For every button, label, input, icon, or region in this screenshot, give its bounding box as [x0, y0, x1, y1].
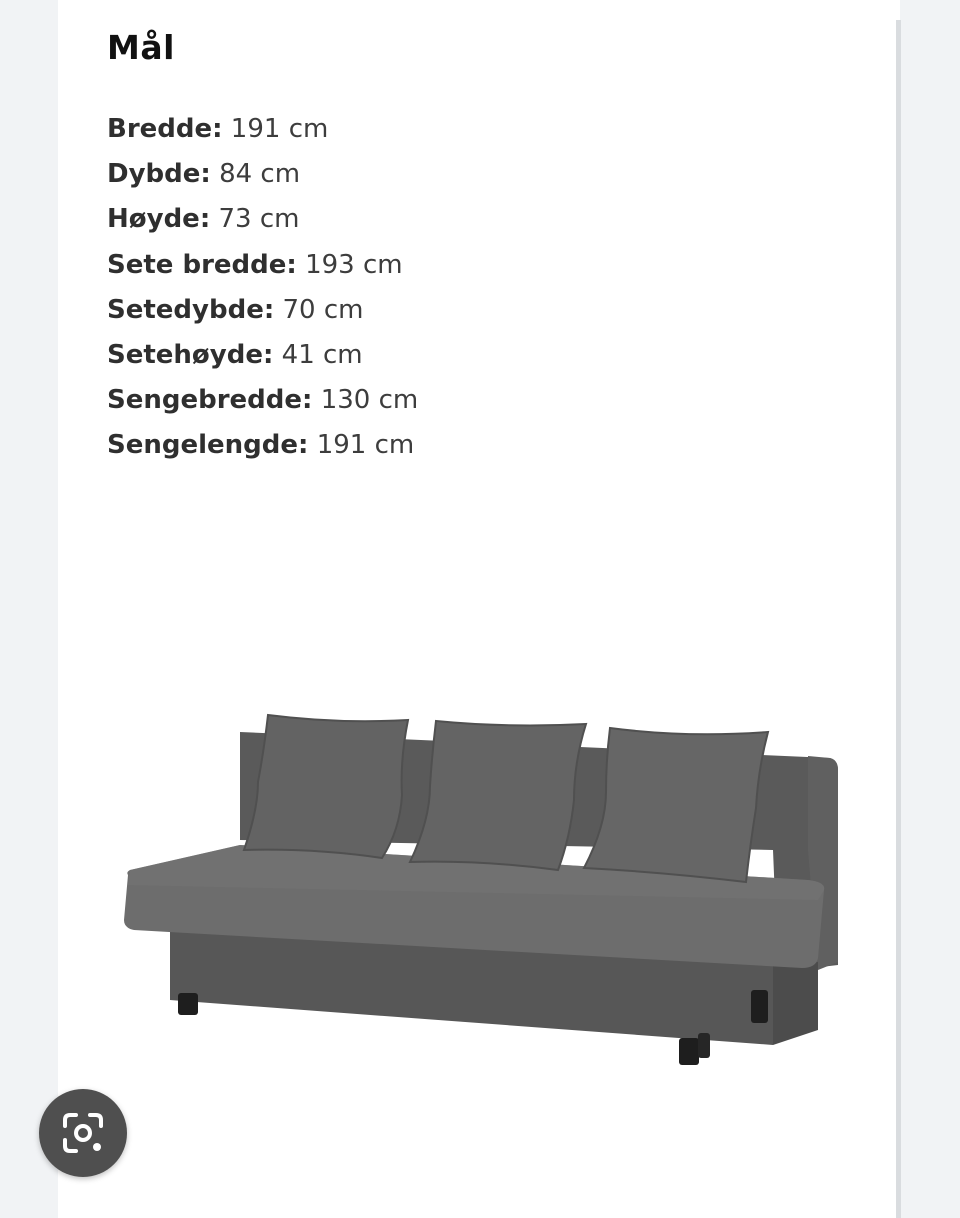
- spec-row-seat-height: [107, 335, 418, 380]
- sofa-leg: [698, 1033, 710, 1058]
- spec-value: 191 cm: [230, 114, 329, 144]
- scrollbar[interactable]: [896, 20, 901, 1218]
- spec-label: Sengebredde:: [107, 385, 313, 416]
- sofa-pillow: [410, 721, 586, 870]
- spec-label: Setedybde:: [107, 294, 275, 325]
- spec-row-height: [107, 199, 418, 244]
- sofa-leg: [751, 990, 768, 1023]
- sofa-base-side: [773, 962, 818, 1045]
- section-title: Mål: [107, 28, 175, 67]
- spec-row-seat-width: [107, 245, 418, 290]
- spec-row-width: [107, 109, 418, 154]
- sofa-pillow: [584, 728, 768, 882]
- spec-value: 41 cm: [281, 339, 363, 370]
- dimensions-list: [107, 109, 418, 471]
- sofa-bed-image: [118, 700, 848, 1080]
- image-search-button[interactable]: [39, 1089, 127, 1177]
- spec-value: 130 cm: [320, 385, 419, 416]
- spec-label: Høyde:: [107, 204, 211, 235]
- spec-value: 73 cm: [218, 204, 300, 235]
- sofa-leg: [679, 1038, 699, 1065]
- sofa-leg: [178, 993, 198, 1015]
- spec-row-depth: [107, 154, 418, 199]
- camera-search-icon: [59, 1109, 107, 1157]
- spec-value: 84 cm: [219, 159, 301, 190]
- spec-label: Sete bredde:: [107, 249, 297, 280]
- spec-row-seat-depth: [107, 290, 418, 335]
- spec-label: Setehøyde:: [107, 339, 274, 370]
- spec-value: 191 cm: [316, 430, 415, 461]
- spec-label: Bredde:: [107, 114, 223, 144]
- spec-row-bed-width: [107, 380, 418, 425]
- spec-value: 70 cm: [282, 294, 364, 325]
- spec-row-bed-length: [107, 425, 418, 470]
- sofa-pillow: [244, 715, 408, 858]
- spec-label: Dybde:: [107, 159, 211, 190]
- spec-value: 193 cm: [305, 249, 403, 280]
- spec-label: Sengelengde:: [107, 430, 309, 461]
